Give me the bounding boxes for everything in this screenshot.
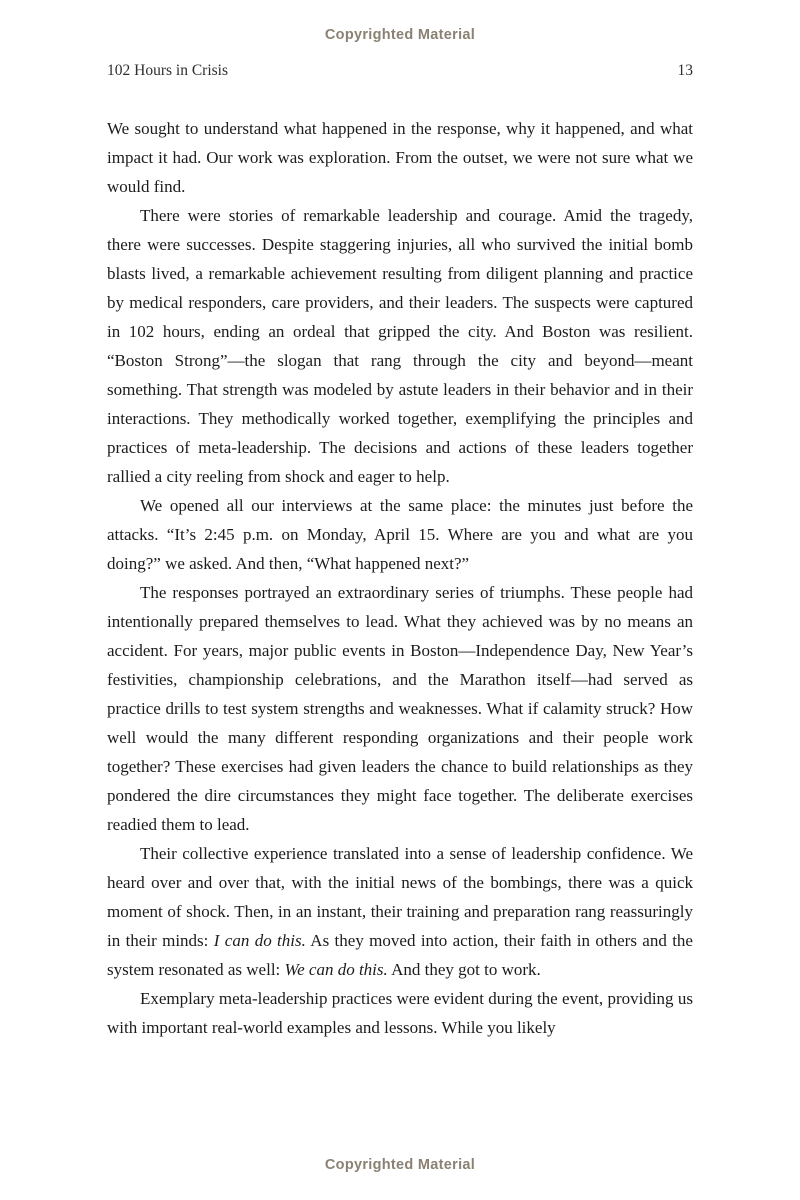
copyright-notice-bottom: Copyrighted Material: [324, 1157, 476, 1173]
page-body: [107, 114, 693, 1042]
italic-text-run: We can do this.: [284, 960, 388, 979]
copyright-notice-top: Copyrighted Material: [324, 27, 476, 43]
text-run: There were stories of remarkable leadership and courage. Amid the tragedy, there were successes. Despite staggering injuries, all who survived the initial bomb blasts lived, a remarkable achievement resulting from diligent planning and practice by medical responders, care providers, and their leaders. The suspects were captured in 102 hours, ending an ordeal that gripped the city. And Boston was resilient. “Boston Strong”—the slogan that rang through the city and beyond—meant something. That strength was modeled by astute leaders in their behavior and in their interactions. They methodically worked together, exemplifying the principles and practices of meta-leadership. The decisions and actions of these leaders together rallied a city reeling from shock and eager to help.: [107, 206, 693, 486]
paragraph: [107, 114, 693, 201]
text-run: As they moved into action, their faith in others and the system resonated as well:: [107, 931, 693, 979]
page-header: [107, 62, 693, 80]
text-run: The responses portrayed an extraordinary series of triumphs. These people had intentionally prepared themselves to lead. What they achieved was by no means an accident. For years, major public events in Boston—Independence Day, New Year’s festivities, championship celebrations, and the Marathon itself—had served as practice drills to test system strengths and weaknesses. What if calamity struck? How well would the many different responding organizations and their people work together? These exercises had given leaders the chance to build relationships as they pondered the dire circumstances they might face together. The deliberate exercises readied them to lead.: [107, 583, 693, 834]
text-run: Exemplary meta-leadership practices were evident during the event, providing us with important real-world examples and lessons. While you likely: [107, 989, 693, 1037]
italic-text-run: I can do this.: [213, 931, 306, 950]
paragraph: [107, 578, 693, 839]
running-title: 102 Hours in Crisis: [107, 62, 228, 79]
text-run: We opened all our interviews at the same place: the minutes just before the attacks. “It’s 2:45 p.m. on Monday, April 15. Where are you and what are you doing?” we asked. And then, “What happened next?”: [107, 496, 693, 573]
page-number: 13: [677, 62, 693, 79]
text-run: We sought to understand what happened in the response, why it happened, and what impact it had. Our work was exploration. From the outset, we were not sure what we would find.: [107, 119, 693, 196]
paragraph: [107, 201, 693, 491]
paragraph: [107, 984, 693, 1042]
text-run: Their collective experience translated into a sense of leadership confidence. We heard over and over that, with the initial news of the bombings, there was a quick moment of shock. Then, in an instant, their training and preparation rang reassuringly in their minds:: [107, 844, 693, 950]
text-run: And they got to work.: [387, 960, 541, 979]
paragraph: [107, 839, 693, 984]
paragraph: [107, 491, 693, 578]
